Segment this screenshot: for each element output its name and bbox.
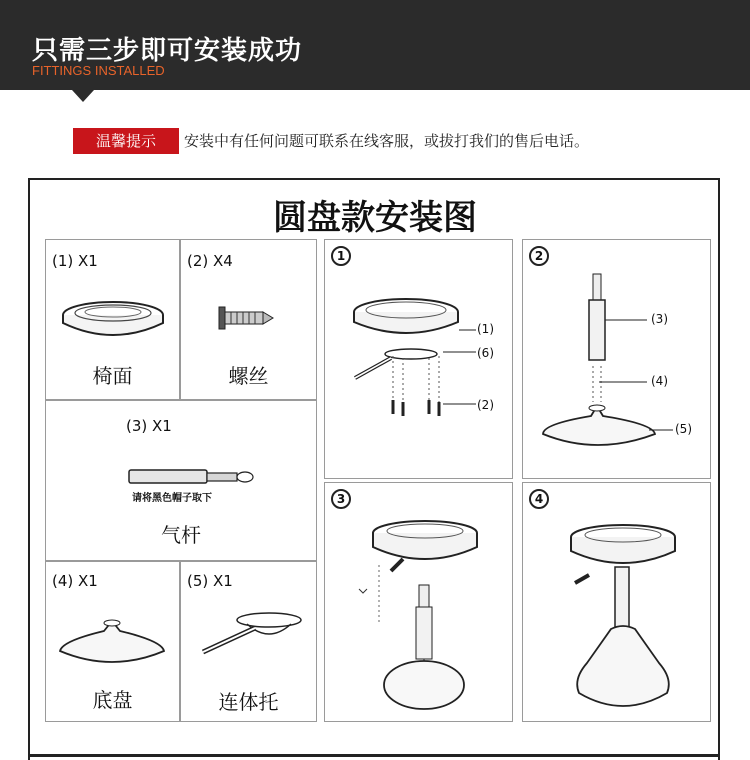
screw-icon <box>217 306 277 330</box>
mount-plate-icon <box>199 610 309 656</box>
part-name: 螺丝 <box>228 364 269 388</box>
part-cell-screw <box>180 239 317 400</box>
part-name: 连体托 <box>218 690 279 714</box>
step-panel-2 <box>522 239 711 479</box>
tip-text: 安装中有任何问题可联系在线客服，或拔打我们的售后电话。 <box>184 132 590 150</box>
step-number: 4 <box>529 489 549 509</box>
callout-label: (6) <box>477 346 494 360</box>
part-qty: (4) X1 <box>52 572 98 590</box>
part-cell-mount <box>180 561 317 722</box>
step3-assembly-icon <box>353 519 503 719</box>
callout-label: (3) <box>651 312 668 326</box>
diagram-title: 圆盘款安装图 <box>273 198 477 238</box>
step-number: 3 <box>331 489 351 509</box>
seat-cushion-icon <box>60 295 166 341</box>
part-name: 底盘 <box>92 688 133 712</box>
part-qty: (3) X1 <box>126 417 172 435</box>
gas-lift-icon <box>128 467 258 487</box>
part-qty: (2) X4 <box>187 252 233 270</box>
callout-label: (2) <box>477 398 494 412</box>
round-base-icon <box>56 617 168 669</box>
callout-label: (1) <box>477 322 494 336</box>
part-qty: (1) X1 <box>52 252 98 270</box>
step-panel-3 <box>324 482 513 722</box>
banner-title: 只需三步即可安装成功 <box>32 36 303 66</box>
bottom-divider <box>28 754 720 757</box>
step-panel-4 <box>522 482 711 722</box>
callout-label: (5) <box>675 422 692 436</box>
banner-pointer-icon <box>72 90 94 102</box>
part-name: 椅面 <box>92 364 133 388</box>
header-banner <box>0 0 750 90</box>
part-note: 请将黑色帽子取下 <box>132 493 212 504</box>
step-panel-1 <box>324 239 513 479</box>
step4-finished-stool-icon <box>563 523 683 713</box>
part-name: 气杆 <box>161 523 201 547</box>
step-number: 1 <box>331 246 351 266</box>
tip-badge: 温馨提示 <box>73 128 179 154</box>
part-qty: (5) X1 <box>187 572 233 590</box>
banner-subtitle: FITTINGS INSTALLED <box>32 63 165 78</box>
callout-label: (4) <box>651 374 668 388</box>
part-cell-base <box>45 561 180 722</box>
part-cell-gas-lift <box>45 400 317 561</box>
step-number: 2 <box>529 246 549 266</box>
part-cell-seat <box>45 239 180 400</box>
